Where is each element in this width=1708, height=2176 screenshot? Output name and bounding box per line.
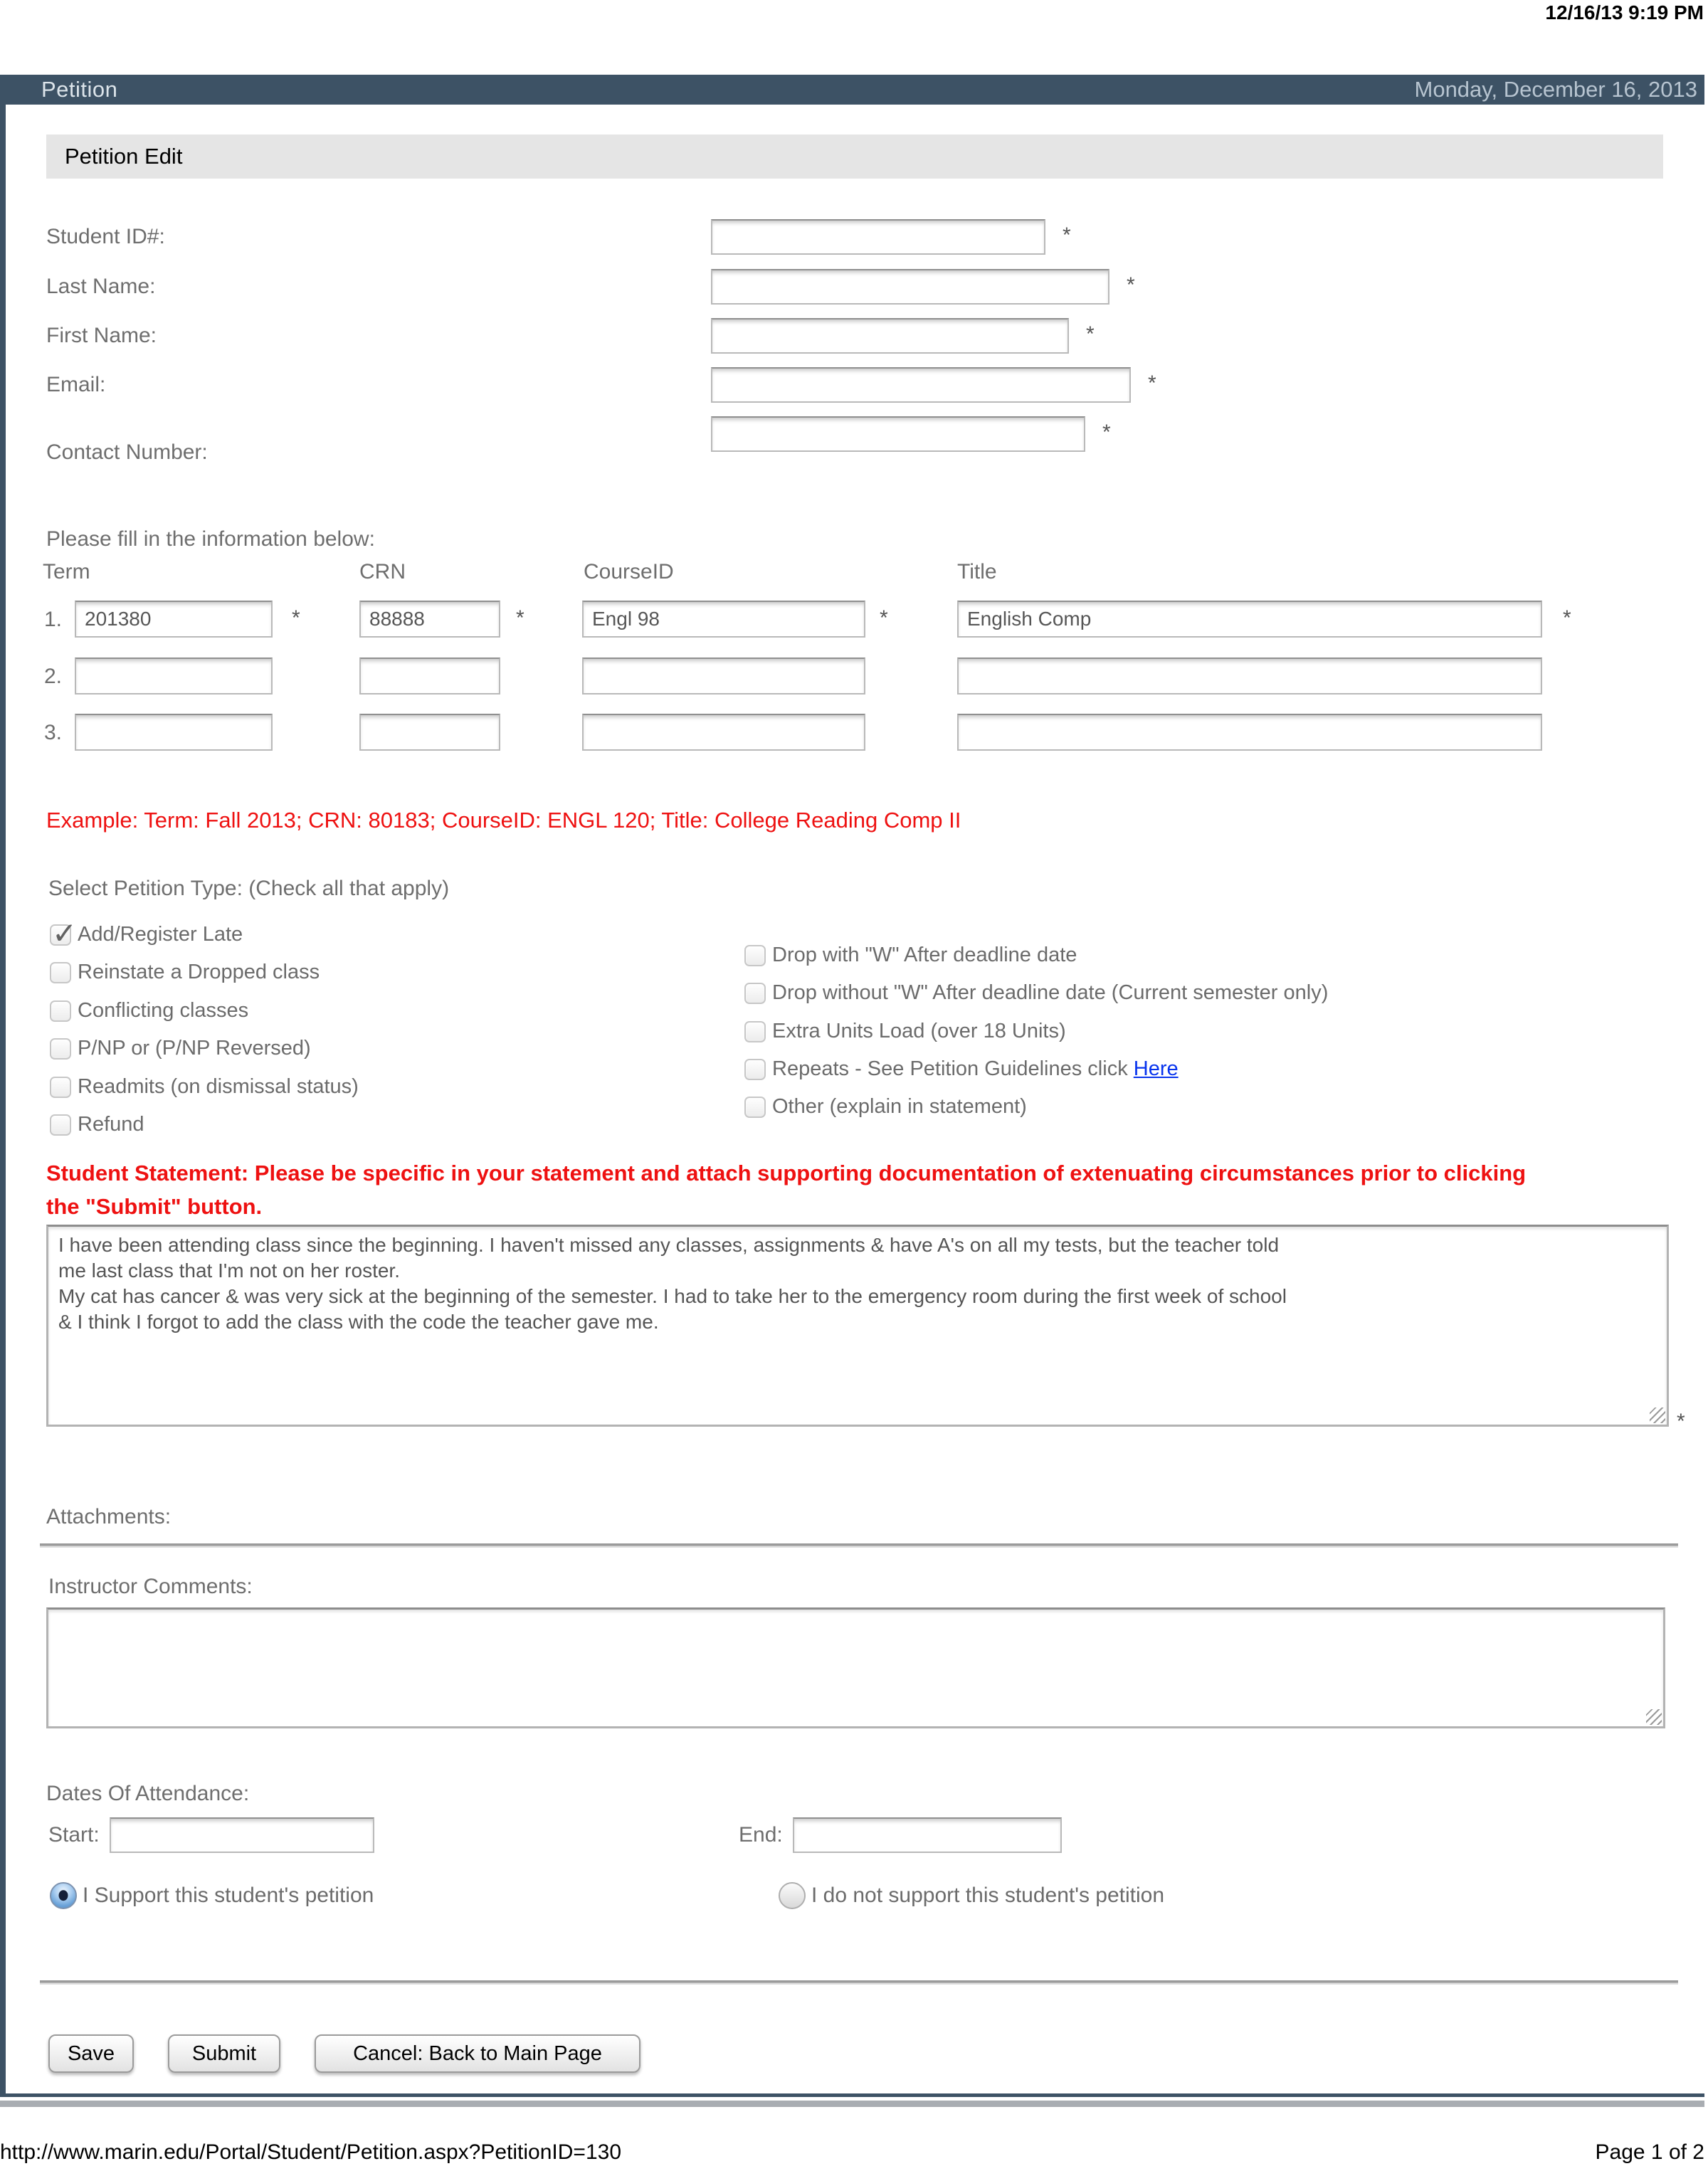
row-number: 3.: [44, 721, 63, 744]
radio-label: I Support this student's petition: [83, 1884, 374, 1907]
page-title: Petition: [41, 77, 118, 102]
divider: [40, 1543, 1678, 1548]
checkbox-row-conflicting-classes[interactable]: [50, 999, 248, 1023]
column-header-courseid: CourseID: [584, 560, 674, 583]
contact-number-label: Contact Number:: [46, 440, 208, 464]
title-input-2[interactable]: [957, 657, 1542, 694]
last-name-label: Last Name:: [46, 275, 156, 298]
course-row-3: [6, 714, 1707, 754]
first-name-label: First Name:: [46, 324, 157, 347]
checkbox-label: P/NP or (P/NP Reversed): [78, 1037, 311, 1060]
divider: [40, 1980, 1678, 1985]
checkbox-icon[interactable]: [50, 1077, 71, 1098]
row-number: 2.: [44, 665, 63, 688]
course-row-1: [6, 601, 1707, 640]
form-container: [0, 105, 1704, 2097]
courseid-input-1[interactable]: [582, 601, 865, 638]
checkbox-row-readmits[interactable]: [50, 1075, 359, 1099]
student-id-label: Student ID#:: [46, 225, 165, 248]
title-input-3[interactable]: [957, 714, 1542, 751]
crn-input-2[interactable]: [359, 657, 500, 694]
first-name-row: [46, 317, 1256, 355]
dates-of-attendance-heading: Dates Of Attendance:: [46, 1782, 250, 1805]
checkbox-icon[interactable]: [50, 1000, 71, 1022]
checkbox-label-text: Repeats - See Petition Guidelines click: [772, 1057, 1134, 1080]
checkbox-row-refund[interactable]: [50, 1113, 144, 1136]
checkbox-icon[interactable]: [50, 924, 71, 946]
last-name-row: [46, 268, 1256, 306]
required-marker: *: [1063, 223, 1071, 247]
not-support-radio[interactable]: [779, 1882, 806, 1909]
checkbox-row-drop-with-w[interactable]: [744, 944, 1077, 967]
petition-guidelines-link[interactable]: Here: [1133, 1057, 1179, 1080]
checkbox-icon[interactable]: [744, 983, 766, 1004]
column-header-title: Title: [957, 560, 997, 583]
section-header: [46, 134, 1663, 179]
checkbox-label: Add/Register Late: [78, 923, 243, 946]
instructor-comments-label: Instructor Comments:: [48, 1575, 253, 1598]
end-date-row: [739, 1817, 1062, 1853]
start-date-label: Start:: [48, 1823, 100, 1847]
instructor-comments-textarea[interactable]: [46, 1607, 1665, 1728]
row-number: 1.: [44, 608, 63, 631]
checkbox-label: Readmits (on dismissal status): [78, 1075, 359, 1098]
checkbox-row-extra-units-load[interactable]: [744, 1020, 1066, 1043]
checkbox-icon[interactable]: [744, 945, 766, 966]
checkbox-row-repeats[interactable]: [744, 1057, 1179, 1081]
example-text: Example: Term: Fall 2013; CRN: 80183; CourseID: ENGL 120; Title: College Reading Comp II: [46, 808, 961, 833]
required-marker: *: [516, 606, 524, 630]
radio-label: I do not support this student's petition: [811, 1884, 1165, 1907]
checkbox-row-reinstate-dropped-class[interactable]: [50, 961, 320, 984]
print-timestamp: 12/16/13 9:19 PM: [1545, 1, 1704, 23]
required-marker: *: [1148, 371, 1156, 395]
title-bar-date: Monday, December 16, 2013: [1414, 77, 1697, 102]
checkbox-label: Refund: [78, 1113, 144, 1136]
support-radio[interactable]: [50, 1882, 77, 1909]
submit-button[interactable]: Submit: [168, 2034, 280, 2073]
term-input-2[interactable]: [75, 657, 273, 694]
required-marker: *: [1127, 273, 1135, 297]
petition-type-heading: Select Petition Type: (Check all that apply): [48, 877, 450, 900]
checkbox-label: [772, 1057, 1179, 1081]
checkbox-icon[interactable]: [50, 1038, 71, 1060]
end-date-input[interactable]: [793, 1817, 1062, 1853]
email-row: [46, 366, 1256, 404]
crn-input-1[interactable]: [359, 601, 500, 638]
crn-input-3[interactable]: [359, 714, 500, 751]
student-id-row: [46, 218, 1256, 256]
student-id-input[interactable]: [711, 219, 1045, 255]
last-name-input[interactable]: [711, 269, 1109, 305]
term-input-3[interactable]: [75, 714, 273, 751]
attachments-label: Attachments:: [46, 1505, 172, 1528]
print-footer-page-number: Page 1 of 2: [1595, 2140, 1704, 2164]
contact-number-input[interactable]: [711, 416, 1085, 452]
checkbox-label: Extra Units Load (over 18 Units): [772, 1020, 1066, 1042]
checkbox-icon[interactable]: [50, 1114, 71, 1136]
radio-row-not-support[interactable]: [779, 1882, 1164, 1909]
course-row-2: [6, 657, 1707, 697]
required-marker: *: [1563, 606, 1571, 630]
checkbox-label: Conflicting classes: [78, 999, 249, 1022]
checkbox-label: Other (explain in statement): [772, 1095, 1027, 1118]
course-instruction: Please fill in the information below:: [46, 527, 375, 551]
column-header-crn: CRN: [359, 560, 406, 583]
required-marker: *: [1677, 1410, 1685, 1433]
required-marker: *: [1086, 322, 1095, 346]
checkbox-row-other[interactable]: [744, 1095, 1027, 1119]
term-input-1[interactable]: [75, 601, 273, 638]
courseid-input-2[interactable]: [582, 657, 865, 694]
action-button-row: [48, 2034, 640, 2073]
student-statement-textarea[interactable]: [46, 1225, 1669, 1427]
checkbox-icon[interactable]: [744, 1021, 766, 1042]
first-name-input[interactable]: [711, 318, 1069, 354]
checkbox-row-pnp-reversed[interactable]: [50, 1037, 311, 1060]
start-date-row: [48, 1817, 374, 1853]
required-marker: *: [1102, 421, 1111, 444]
checkbox-row-drop-without-w[interactable]: [744, 981, 1328, 1005]
required-marker: *: [292, 606, 300, 630]
courseid-input-3[interactable]: [582, 714, 865, 751]
student-statement-heading: Student Statement: Please be specific in your statement and attach supporting documentation of extenuating circumstances prior to clicking the "Submit" button.: [46, 1161, 1527, 1219]
checkbox-icon[interactable]: [744, 1059, 766, 1080]
cancel-button[interactable]: Cancel: Back to Main Page: [315, 2034, 640, 2073]
checkbox-label: Drop without "W" After deadline date (Current semester only): [772, 981, 1329, 1004]
email-input[interactable]: [711, 367, 1131, 403]
checkbox-label: Drop with "W" After deadline date: [772, 944, 1077, 966]
start-date-input[interactable]: [110, 1817, 374, 1853]
radio-row-support[interactable]: [50, 1882, 374, 1909]
section-title: Petition Edit: [65, 144, 183, 169]
print-footer-url: http://www.marin.edu/Portal/Student/Petition.aspx?PetitionID=130: [0, 2140, 622, 2164]
save-button[interactable]: Save: [48, 2034, 134, 2073]
end-date-label: End:: [739, 1823, 783, 1847]
checkbox-row-add-register-late[interactable]: [50, 923, 243, 946]
title-input-1[interactable]: [957, 601, 1542, 638]
email-label: Email:: [46, 373, 106, 396]
title-bar: [0, 75, 1704, 105]
column-header-term: Term: [43, 560, 90, 583]
checkbox-icon[interactable]: [50, 962, 71, 983]
checkbox-icon[interactable]: [744, 1097, 766, 1118]
contact-number-row: [46, 415, 1256, 464]
checkbox-label: Reinstate a Dropped class: [78, 961, 320, 983]
page-shadow: [0, 2101, 1704, 2107]
required-marker: *: [880, 606, 888, 630]
